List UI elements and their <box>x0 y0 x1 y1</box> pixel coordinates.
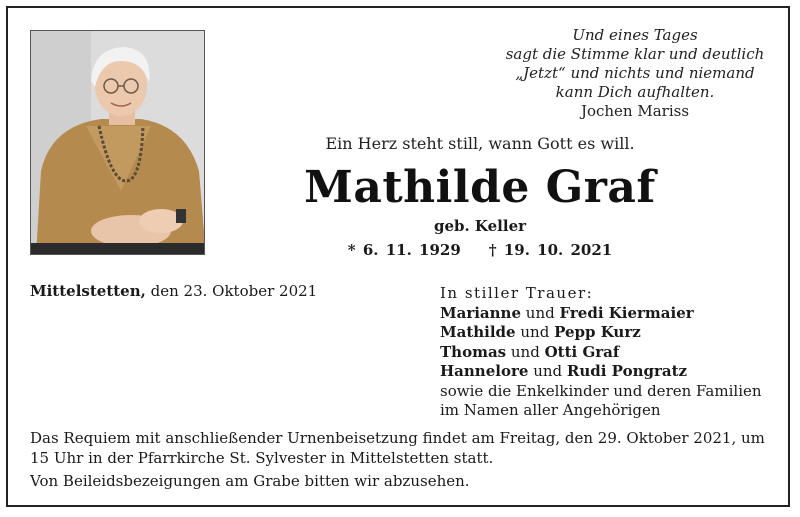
poem-line: Und eines Tages <box>572 26 698 44</box>
death-date: † 19. 10. 2021 <box>488 241 613 259</box>
poem-line: sagt die Stimme klar und deutlich <box>505 45 765 63</box>
birth-date: * 6. 11. 1929 <box>347 241 461 259</box>
poem-author: Jochen Mariss <box>580 102 690 120</box>
mourners-title: In stiller Trauer: <box>440 284 594 302</box>
condolence-note: Von Beileidsbezeigungen am Grabe bitten wir abzusehen. <box>30 472 470 490</box>
place-town: Mittelstetten, <box>30 282 146 300</box>
mourner-couple: Marianne und Fredi Kiermaier <box>440 303 694 322</box>
mourners-block <box>440 284 780 421</box>
mourner-couple: Mathilde und Pepp Kurz <box>440 323 641 341</box>
mourners-family-line: sowie die Enkelkinder und deren Familien <box>440 381 762 400</box>
life-dates <box>300 241 660 259</box>
deceased-name: Mathilde Graf <box>304 162 656 213</box>
heart-line: Ein Herz steht still, wann Gott es will. <box>325 134 635 153</box>
poem-quote <box>490 26 780 121</box>
notice-date: den 23. Oktober 2021 <box>150 282 318 300</box>
poem-line: kann Dich aufhalten. <box>555 83 715 101</box>
place-date <box>30 282 317 300</box>
requiem-info: Das Requiem mit anschließender Urnenbeisetzung findet am Freitag, den 29. Oktober 2021, um 15 Uhr in der Pfarrkirche St. Sylvester in Mittelstetten statt. <box>30 429 765 467</box>
birth-name: geb. Keller <box>433 217 527 235</box>
poem-line: „Jetzt“ und nichts und niemand <box>515 64 755 82</box>
mourner-couple: Thomas und Otti Graf <box>440 342 620 361</box>
mourners-relatives-line: im Namen aller Angehörigen <box>440 401 661 419</box>
mourner-couple: Hannelore und Rudi Pongratz <box>440 362 688 380</box>
portrait-photo <box>30 30 205 255</box>
